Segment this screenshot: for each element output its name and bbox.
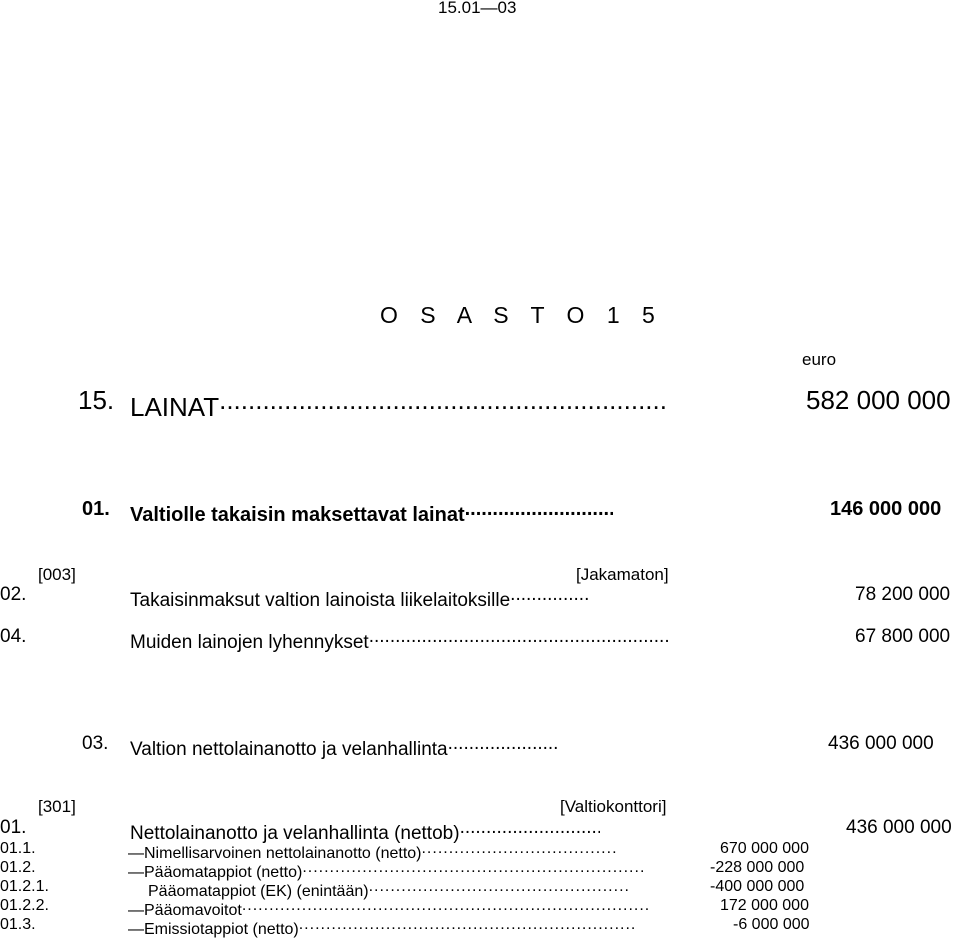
dot-leader xyxy=(299,916,635,934)
subitem-number: 01.1. xyxy=(0,840,36,857)
subitem-amount: -228 000 000 xyxy=(710,859,805,876)
dot-leader xyxy=(448,733,558,755)
chapter-number: 01. xyxy=(82,498,110,520)
subitem-number: 01.2.1. xyxy=(0,878,49,895)
subitem-title-text: —Emissiotappiot (netto) xyxy=(128,921,299,938)
dot-leader xyxy=(421,840,618,858)
item-title xyxy=(130,626,669,654)
dot-leader xyxy=(510,584,590,606)
chapter-title xyxy=(130,498,613,527)
dot-leader xyxy=(219,385,669,416)
dot-leader xyxy=(369,626,669,648)
chapter-number: 03. xyxy=(82,733,109,754)
dot-leader xyxy=(302,859,646,877)
dot-leader xyxy=(460,817,600,839)
currency-label: euro xyxy=(802,350,837,369)
subitem-number: 01.2.2. xyxy=(0,897,49,914)
item-title-text: Nettolainanotto ja velanhallinta (nettob) xyxy=(130,823,460,844)
subitem-title-text: —Pääomatappiot (netto) xyxy=(128,864,303,881)
main-title-text: LAINAT xyxy=(130,392,220,422)
section-title: O S A S T O 1 5 xyxy=(380,302,663,328)
subitem-amount: -400 000 000 xyxy=(710,878,805,895)
item-title-text: Takaisinmaksut valtion lainoista liikelaitoksille xyxy=(130,590,511,611)
chapter-amount: 436 000 000 xyxy=(828,733,934,754)
chapter-amount: 146 000 000 xyxy=(830,498,942,520)
main-title-number: 15. xyxy=(78,385,115,415)
chapter-title-text: Valtion nettolainanotto ja velanhallinta xyxy=(130,739,448,760)
chapter-title xyxy=(130,733,558,761)
item-number: 04. xyxy=(0,626,27,647)
main-title xyxy=(130,385,669,423)
item-authority: [Valtiokonttori] xyxy=(560,797,667,816)
item-code: [301] xyxy=(38,797,76,816)
subitem-title-text: Pääomatappiot (EK) (enintään) xyxy=(148,883,369,900)
main-title-amount: 582 000 000 xyxy=(806,385,951,415)
item-title-text: Muiden lainojen lyhennykset xyxy=(130,632,369,653)
item-code: [003] xyxy=(38,565,76,584)
subitem-amount: 670 000 000 xyxy=(720,840,809,857)
dot-leader xyxy=(465,498,613,521)
item-authority: [Jakamaton] xyxy=(576,565,669,584)
subitem-number: 01.3. xyxy=(0,916,36,933)
item-number: 01. xyxy=(0,817,27,838)
subitem-title xyxy=(128,916,635,939)
subitem-amount: -6 000 000 xyxy=(733,916,810,933)
item-amount: 78 200 000 xyxy=(855,584,951,605)
item-number: 02. xyxy=(0,584,27,605)
dot-leader xyxy=(242,897,648,915)
dot-leader xyxy=(369,878,631,896)
subitem-title-text: —Pääomavoitot xyxy=(128,902,242,919)
subitem-number: 01.2. xyxy=(0,859,36,876)
chapter-title-text: Valtiolle takaisin maksettavat lainat xyxy=(130,504,465,526)
item-amount: 436 000 000 xyxy=(846,817,952,838)
subitem-title-text: —Nimellisarvoinen nettolainanotto (netto) xyxy=(128,845,422,862)
item-amount: 67 800 000 xyxy=(855,626,951,647)
item-title xyxy=(130,584,590,612)
page-number: 15.01—03 xyxy=(438,0,517,17)
subitem-amount: 172 000 000 xyxy=(720,897,809,914)
